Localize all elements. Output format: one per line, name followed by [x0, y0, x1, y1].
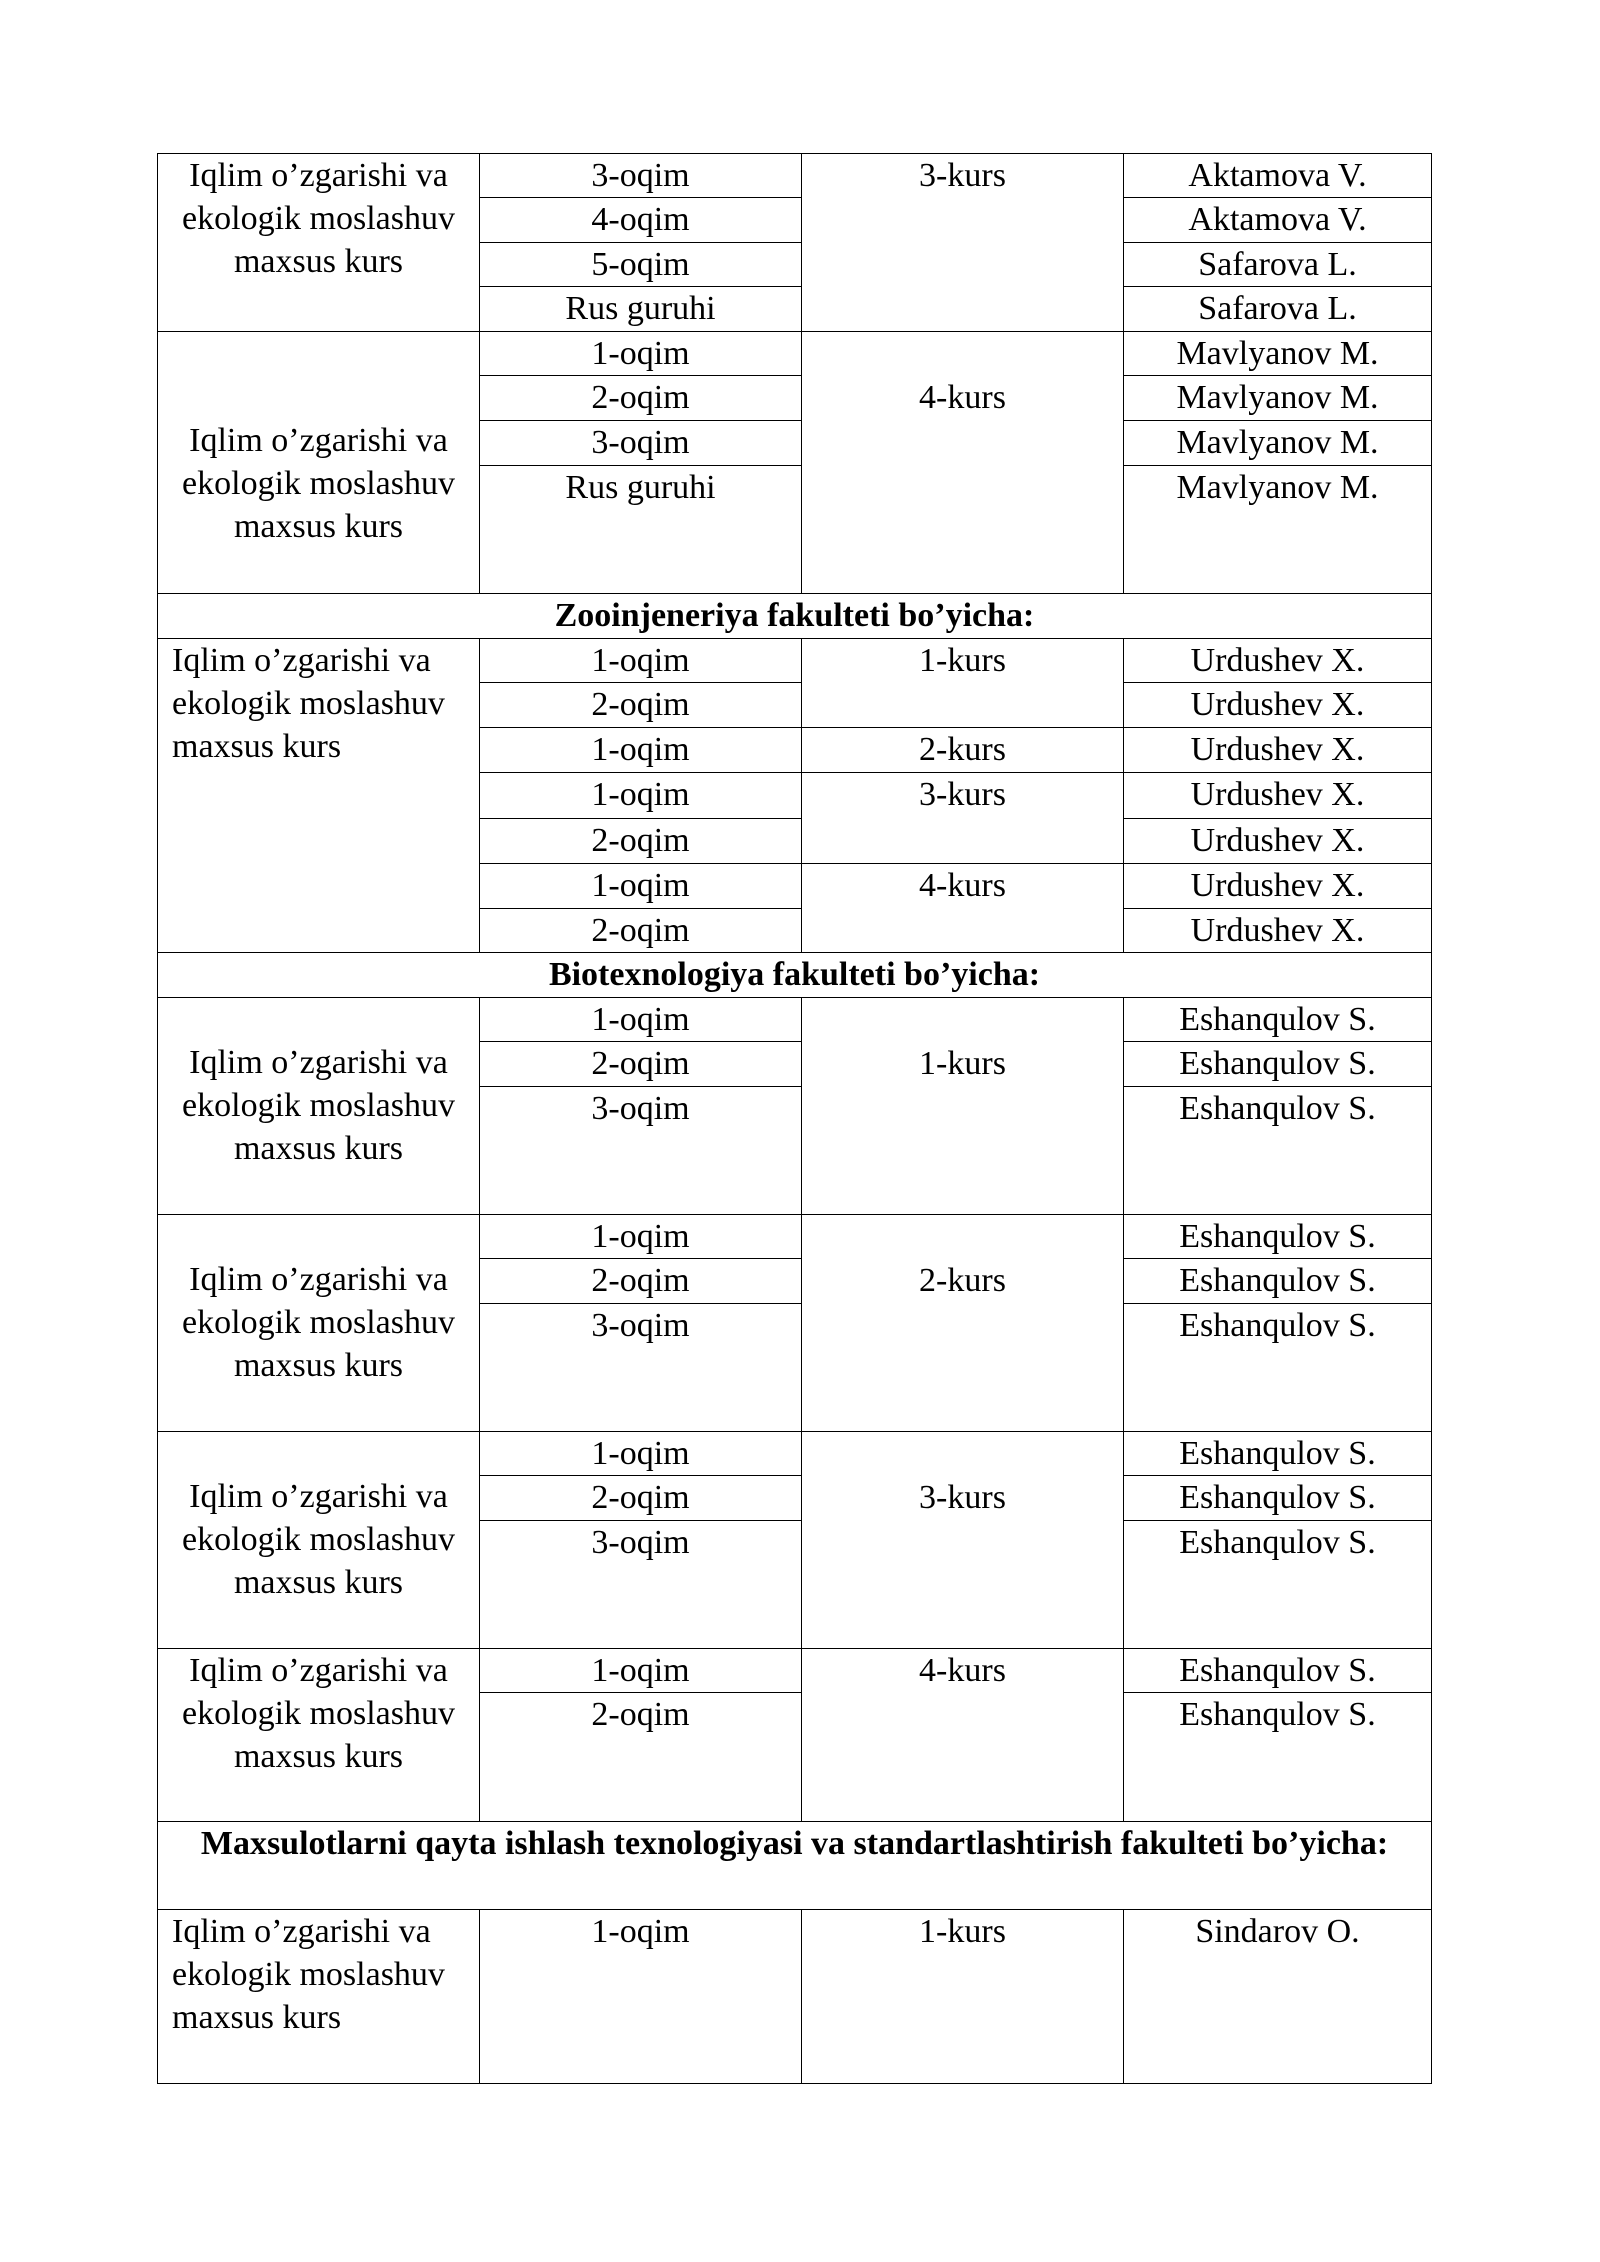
table-row	[158, 1214, 1432, 1258]
teacher-cell: Urdushev X.	[1124, 863, 1432, 908]
subject-cell: Iqlim o’zgarishi va ekologik moslashuv maxsus kurs	[158, 1910, 480, 2084]
teacher-cell: Eshanqulov S.	[1124, 1476, 1432, 1521]
stream-cell: 2-oqim	[480, 1258, 802, 1303]
teacher-cell: Urdushev X.	[1124, 728, 1432, 773]
course-cell: 1-kurs	[802, 997, 1124, 1214]
subject-cell: Iqlim o’zgarishi va ekologik moslashuv maxsus kurs	[158, 154, 480, 332]
distribution-table	[157, 153, 1432, 2084]
teacher-cell: Mavlyanov M.	[1124, 466, 1432, 594]
teacher-cell: Eshanqulov S.	[1124, 1258, 1432, 1303]
teacher-cell: Eshanqulov S.	[1124, 1649, 1432, 1693]
teacher-cell: Eshanqulov S.	[1124, 1432, 1432, 1476]
faculty-header: Biotexnologiya fakulteti bo’yicha:	[158, 952, 1432, 997]
stream-cell: 3-oqim	[480, 1521, 802, 1649]
teacher-cell: Mavlyanov M.	[1124, 376, 1432, 421]
course-cell: 4-kurs	[802, 1649, 1124, 1822]
subject-cell: Iqlim o’zgarishi va ekologik moslashuv maxsus kurs	[158, 332, 480, 594]
stream-cell: 5-oqim	[480, 243, 802, 287]
stream-cell: 2-oqim	[480, 1476, 802, 1521]
table-row	[158, 1649, 1432, 1693]
teacher-cell: Sindarov O.	[1124, 1910, 1432, 2084]
faculty-header-row	[158, 1822, 1432, 1910]
stream-cell: 1-oqim	[480, 728, 802, 773]
stream-cell: 2-oqim	[480, 818, 802, 863]
teacher-cell: Urdushev X.	[1124, 773, 1432, 818]
course-cell: 3-kurs	[802, 773, 1124, 863]
teacher-cell: Eshanqulov S.	[1124, 997, 1432, 1041]
stream-cell: 3-oqim	[480, 421, 802, 466]
faculty-header-row	[158, 594, 1432, 639]
course-cell: 1-kurs	[802, 1910, 1124, 2084]
subject-cell: Iqlim o’zgarishi va ekologik moslashuv maxsus kurs	[158, 997, 480, 1214]
stream-cell: 1-oqim	[480, 1910, 802, 2084]
stream-cell: 1-oqim	[480, 1649, 802, 1693]
table-row	[158, 997, 1432, 1041]
teacher-cell: Safarova L.	[1124, 243, 1432, 287]
teacher-cell: Urdushev X.	[1124, 818, 1432, 863]
teacher-cell: Aktamova V.	[1124, 154, 1432, 198]
course-cell: 2-kurs	[802, 728, 1124, 773]
stream-cell: 4-oqim	[480, 198, 802, 243]
subject-cell: Iqlim o’zgarishi va ekologik moslashuv maxsus kurs	[158, 1649, 480, 1822]
course-cell: 3-kurs	[802, 1432, 1124, 1649]
teacher-cell: Eshanqulov S.	[1124, 1303, 1432, 1431]
stream-cell: 1-oqim	[480, 1432, 802, 1476]
stream-cell: Rus guruhi	[480, 466, 802, 594]
stream-cell: 1-oqim	[480, 332, 802, 376]
course-cell: 4-kurs	[802, 332, 1124, 594]
stream-cell: Rus guruhi	[480, 287, 802, 332]
table-row	[158, 1432, 1432, 1476]
subject-cell: Iqlim o’zgarishi va ekologik moslashuv maxsus kurs	[158, 639, 480, 952]
subject-cell: Iqlim o’zgarishi va ekologik moslashuv maxsus kurs	[158, 1432, 480, 1649]
stream-cell: 1-oqim	[480, 773, 802, 818]
faculty-header-row	[158, 952, 1432, 997]
teacher-cell: Mavlyanov M.	[1124, 332, 1432, 376]
faculty-header: Maxsulotlarni qayta ishlash texnologiyasi va standartlashtirish fakulteti bo’yicha:	[158, 1822, 1432, 1910]
teacher-cell: Eshanqulov S.	[1124, 1041, 1432, 1086]
teacher-cell: Aktamova V.	[1124, 198, 1432, 243]
stream-cell: 2-oqim	[480, 1693, 802, 1822]
faculty-header: Zooinjeneriya fakulteti bo’yicha:	[158, 594, 1432, 639]
teacher-cell: Urdushev X.	[1124, 683, 1432, 728]
stream-cell: 1-oqim	[480, 997, 802, 1041]
teacher-cell: Urdushev X.	[1124, 908, 1432, 952]
stream-cell: 2-oqim	[480, 1041, 802, 1086]
stream-cell: 3-oqim	[480, 1086, 802, 1214]
teacher-cell: Eshanqulov S.	[1124, 1693, 1432, 1822]
subject-cell: Iqlim o’zgarishi va ekologik moslashuv maxsus kurs	[158, 1214, 480, 1431]
teacher-cell: Mavlyanov M.	[1124, 421, 1432, 466]
course-cell: 2-kurs	[802, 1214, 1124, 1431]
teacher-cell: Eshanqulov S.	[1124, 1521, 1432, 1649]
stream-cell: 2-oqim	[480, 376, 802, 421]
course-cell: 1-kurs	[802, 639, 1124, 728]
stream-cell: 1-oqim	[480, 639, 802, 683]
course-cell: 3-kurs	[802, 154, 1124, 332]
distribution-table-body	[158, 154, 1432, 2084]
table-row	[158, 639, 1432, 683]
teacher-cell: Safarova L.	[1124, 287, 1432, 332]
table-row	[158, 332, 1432, 376]
stream-cell: 2-oqim	[480, 683, 802, 728]
stream-cell: 2-oqim	[480, 908, 802, 952]
teacher-cell: Eshanqulov S.	[1124, 1086, 1432, 1214]
course-cell: 4-kurs	[802, 863, 1124, 952]
stream-cell: 3-oqim	[480, 154, 802, 198]
teacher-cell: Urdushev X.	[1124, 639, 1432, 683]
teacher-cell: Eshanqulov S.	[1124, 1214, 1432, 1258]
stream-cell: 1-oqim	[480, 1214, 802, 1258]
table-row	[158, 154, 1432, 198]
table-row	[158, 1910, 1432, 2084]
stream-cell: 1-oqim	[480, 863, 802, 908]
stream-cell: 3-oqim	[480, 1303, 802, 1431]
